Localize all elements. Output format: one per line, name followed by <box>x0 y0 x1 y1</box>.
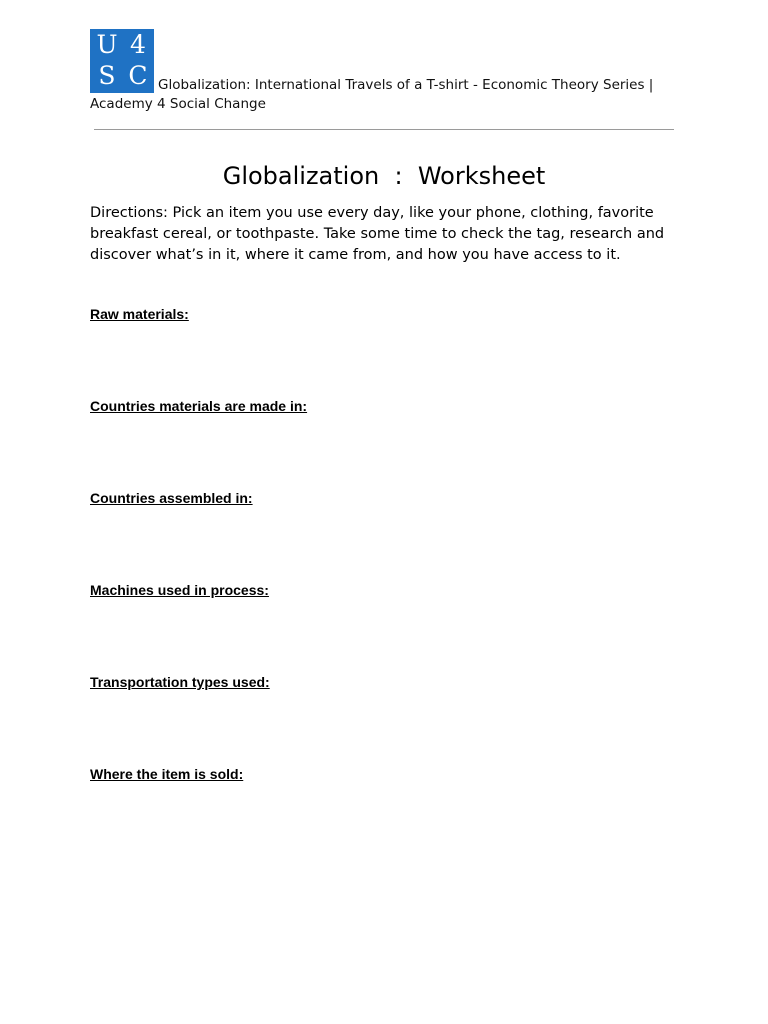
header-divider <box>94 129 674 130</box>
field-label-where-sold: Where the item is sold: <box>90 766 244 782</box>
header-text: Globalization: International Travels of a T-shirt - Economic Theory Series | Academy 4 Social Change <box>90 77 654 112</box>
document-header <box>90 28 690 114</box>
logo-letter-u: U <box>96 30 118 59</box>
field-label-countries-made-in: Countries materials are made in: <box>90 398 308 414</box>
logo-letter-4: 4 <box>130 30 146 59</box>
directions-paragraph: Directions: Pick an item you use every day, like your phone, clothing, favorite breakfast cereal, or toothpaste. Take some time to check the tag, research and discover what’s in it, where it came from, and how you have access to it. <box>90 205 665 263</box>
field-label-raw-materials: Raw materials: <box>90 306 189 322</box>
page-title: Globalization : Worksheet <box>222 162 546 190</box>
logo-letter-s: S <box>98 61 116 90</box>
u4sc-logo <box>90 29 154 93</box>
field-label-countries-assembled-in: Countries assembled in: <box>90 490 253 506</box>
field-label-transportation-types: Transportation types used: <box>90 674 270 690</box>
field-label-machines-used: Machines used in process: <box>90 582 269 598</box>
logo-letter-c: C <box>128 61 148 90</box>
